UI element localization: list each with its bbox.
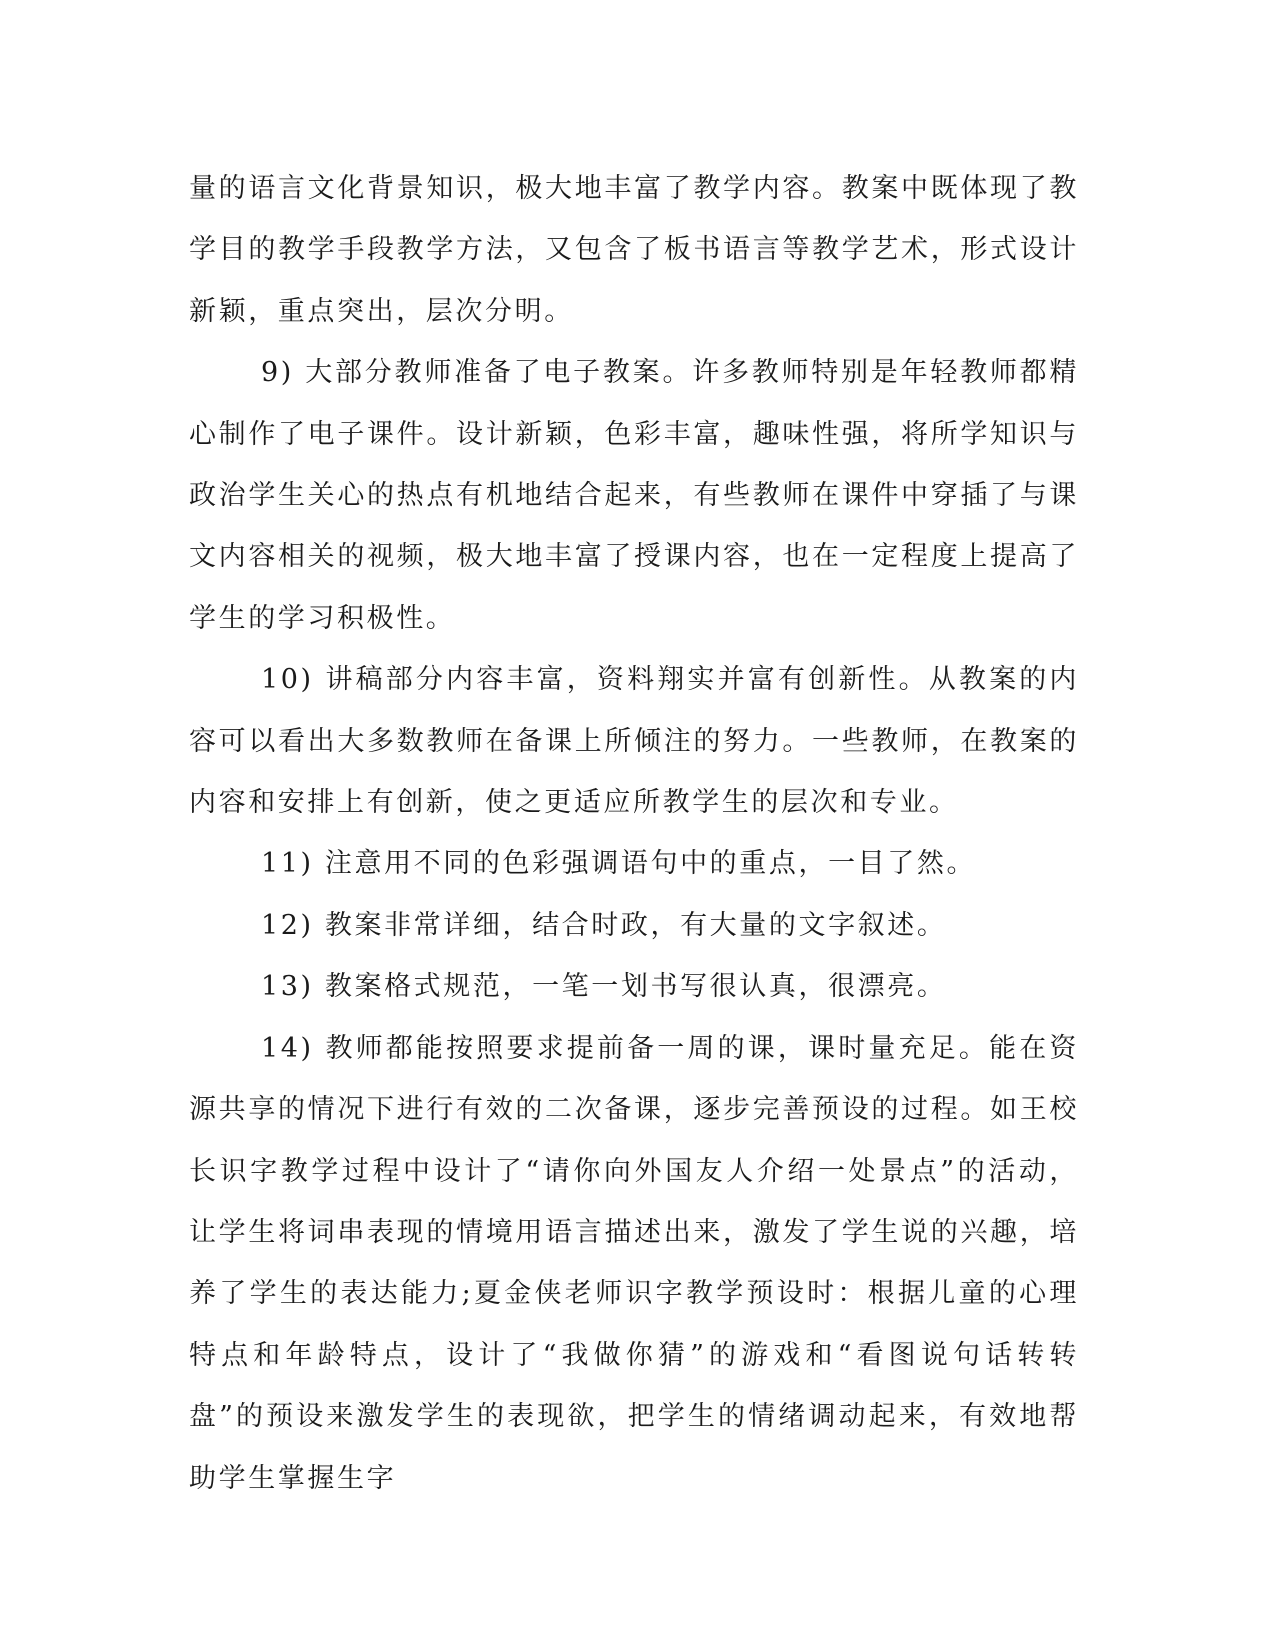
paragraph-item-13: 13) 教案格式规范，一笔一划书写很认真，很漂亮。 <box>261 971 947 1003</box>
document-body <box>189 158 1079 1509</box>
paragraph-item-11: 11) 注意用不同的色彩强调语句中的重点，一目了然。 <box>261 848 977 880</box>
paragraph-item-9: 9) 大部分教师准备了电子教案。许多教师特别是年轻教师都精心制作了电子课件。设计新颖，色彩丰富，趣味性强，将所学知识与政治学生关心的热点有机地结合起来，有些教师在课件中穿插了与课文内容相关的视频，极大地丰富了授课内容，也在一定程度上提高了学生的学习积极性。 <box>189 357 1079 634</box>
paragraph-item-14: 14) 教师都能按照要求提前备一周的课，课时量充足。能在资源共享的情况下进行有效的二次备课，逐步完善预设的过程。如王校长识字教学过程中设计了“请你向外国友人介绍一处景点”的活动，让学生将词串表现的情境用语言描述出来，激发了学生说的兴趣，培养了学生的表达能力;夏金侠老师识字教学预设时：根据儿童的心理特点和年龄特点，设计了“我做你猜”的游戏和“看图说句话转转盘”的预设来激发学生的表现欲，把学生的情绪调动起来，有效地帮助学生掌握生字 <box>189 1032 1079 1494</box>
paragraph-continuation: 量的语言文化背景知识，极大地丰富了教学内容。教案中既体现了教学目的教学手段教学方法，又包含了板书语言等教学艺术，形式设计新颖，重点突出，层次分明。 <box>189 173 1079 327</box>
paragraph-item-12: 12) 教案非常详细，结合时政，有大量的文字叙述。 <box>261 909 947 941</box>
paragraph-item-10: 10) 讲稿部分内容丰富，资料翔实并富有创新性。从教案的内容可以看出大多数教师在备课上所倾注的努力。一些教师，在教案的内容和安排上有创新，使之更适应所教学生的层次和专业。 <box>189 664 1079 819</box>
